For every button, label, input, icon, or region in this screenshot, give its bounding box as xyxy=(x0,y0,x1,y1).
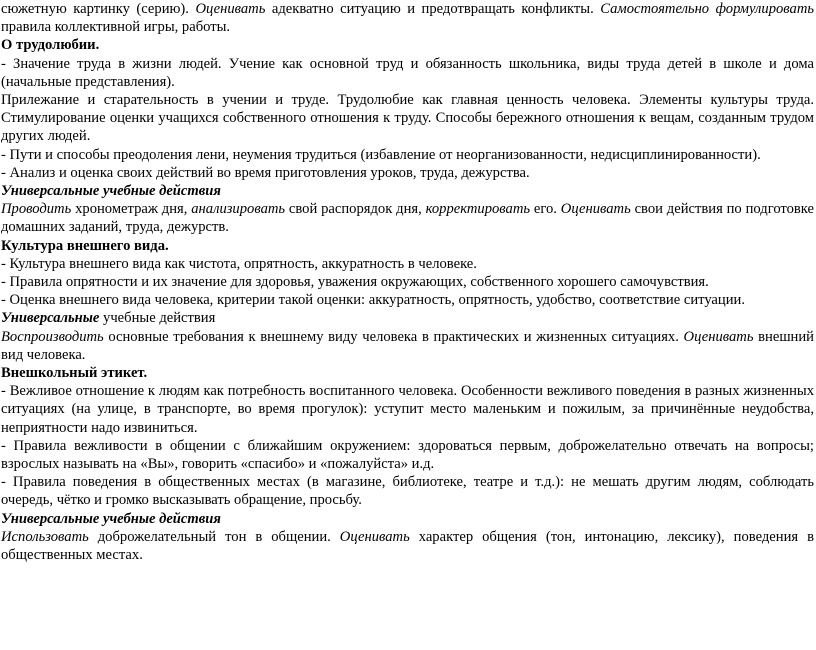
heading-rest: учебные действия xyxy=(99,310,216,327)
paragraph: Прилежание и старательность в учении и труде. Трудолюбие как главная ценность человека. Элементы культуры труда. Стимулирование оценки учащихся собственного отношения к труду. Способы бережного отношения к вещам, созданным трудом других людей. xyxy=(1,92,814,145)
text: внешний вид человека. xyxy=(1,328,814,363)
emphasis: Оценивать xyxy=(195,1,266,17)
paragraph: - Анализ и оценка своих действий во время приготовления уроков, труда, дежурства. xyxy=(1,164,530,181)
paragraph-actions xyxy=(1,328,814,364)
text: хронометраж дня, xyxy=(71,201,192,218)
text: сюжетную картинку (серию). xyxy=(1,1,196,17)
paragraph: - Правила поведения в общественных местах (в магазине, библиотеке, театре и т.д.): не мешать другим людям, соблюдать очередь, чётко и громко высказывать обращение, просьбу. xyxy=(1,474,814,509)
heading-learning-actions: Универсальные учебные действия xyxy=(1,510,221,527)
paragraph: - Культура внешнего вида как чистота, опрятность, аккуратность в человеке. xyxy=(1,255,477,272)
text: правила коллективной игры, работы. xyxy=(1,19,231,36)
heading-etiquette: Внешкольный этикет. xyxy=(1,365,148,382)
text: характер общения (тон, интонацию, лексику), поведения в общественных местах. xyxy=(1,528,814,564)
emphasis: Воспроизводить xyxy=(1,328,104,345)
heading-diligence: О трудолюбии. xyxy=(1,37,100,54)
heading-appearance: Культура внешнего вида. xyxy=(1,237,169,254)
paragraph: - Оценка внешнего вида человека, критерии такой оценки: аккуратность, опрятность, удобство, соответствие ситуации. xyxy=(1,292,745,309)
emphasis: Проводить xyxy=(1,201,72,218)
paragraph: - Правила опрятности и их значение для здоровья, уважения окружающих, собственного хорошего самочувствия. xyxy=(1,274,709,291)
emphasis: Оценивать xyxy=(560,201,631,218)
paragraph: - Правила вежливости в общении с ближайшим окружением: здороваться первым, доброжелательно отвечать на вопросы; взрослых называть на «Вы», говорить «спасибо» и «пожалуйста» и.д. xyxy=(1,437,814,473)
emphasis: корректировать xyxy=(425,201,531,218)
paragraph-actions xyxy=(1,528,814,564)
emphasis: Оценивать xyxy=(683,328,754,345)
paragraph-intro xyxy=(1,0,814,36)
emphasis: Оценивать xyxy=(339,528,410,545)
text: основные требования к внешнему виду человека в практических и жизненных ситуациях. xyxy=(103,328,684,345)
text: доброжелательный тон в общении. xyxy=(88,528,340,545)
text: свой распорядок дня, xyxy=(285,201,426,218)
heading-learning-actions xyxy=(1,309,814,327)
paragraph: - Значение труда в жизни людей. Учение как основной труд и обязанность школьника, виды труда детей в школе и дома (начальные представления). xyxy=(1,55,814,90)
paragraph: - Пути и способы преодоления лени, неумения трудиться (избавление от неорганизованности, недисциплинированности). xyxy=(1,146,761,163)
emphasis: анализировать xyxy=(191,201,286,218)
paragraph-actions xyxy=(1,200,814,236)
heading-learning-actions: Универсальные учебные действия xyxy=(1,183,221,200)
heading-bold: Универсальные xyxy=(1,310,100,327)
text: его. xyxy=(530,201,561,218)
emphasis: Использовать xyxy=(1,528,89,545)
emphasis: Самостоятельно формулировать xyxy=(600,1,815,17)
paragraph: - Вежливое отношение к людям как потребность воспитанного человека. Особенности вежливого поведения в разных жизненных ситуациях (на улице, в транспорте, во время прогулок): уступит место маленьким и пожилым, за причинённые неудобства, неприятности надо извиниться. xyxy=(1,383,814,436)
text: адекватно ситуацию и предотвращать конфликты. xyxy=(265,1,601,17)
text: свои действия по подготовке домашних заданий, труда, дежурств. xyxy=(1,201,814,236)
